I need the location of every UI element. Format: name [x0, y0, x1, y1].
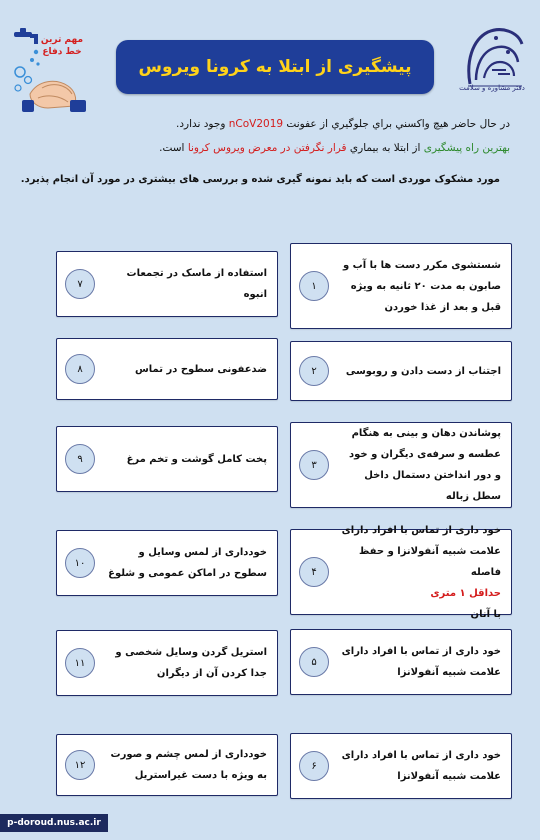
item-number: ١٠: [65, 548, 95, 578]
prevention-item-8: [56, 338, 278, 400]
org-caption: دفتر مشاوره و سلامت: [459, 84, 525, 92]
item-text: ضدعفونی سطوح در تماس: [134, 363, 267, 375]
prevention-item-6: [290, 733, 512, 799]
item-text: خودداری از لمس وسایل و سطوح در اماکن عمومی و شلوغ: [108, 547, 267, 579]
intro-text: از ابتلا به بیماري: [346, 142, 424, 154]
prevention-item-7: [56, 251, 278, 317]
item-number: ٨: [65, 354, 95, 384]
item-number: ۶: [299, 751, 329, 781]
intro-text: در حال حاضر هيچ واكسني براي جلوگيري از عفونت: [283, 118, 510, 130]
virus-name: nCoV2019: [228, 118, 284, 130]
prevention-item-1: [290, 243, 512, 329]
prevention-item-4: [290, 524, 512, 620]
item-text: خود داری از تماس با افراد دارای علامت شبیه آنفولانزا: [341, 646, 501, 678]
item-text: استریل گردن وسایل شخصی و جدا کردن آن از دیگران: [115, 647, 267, 679]
item-number: ۵: [299, 647, 329, 677]
item-text: خود داری از تماس با افراد دارای علامت شبیه آنفولانزا و حفظ فاصله: [341, 524, 501, 578]
item-number: ١١: [65, 648, 95, 678]
intro-line-2: [30, 142, 510, 154]
footer-url[interactable]: p-doroud.nus.ac.ir: [0, 814, 108, 832]
prevention-item-9: [56, 426, 278, 492]
item-text: با آنان: [470, 608, 501, 620]
item-text: پوشاندن دهان و بینی به هنگام عطسه و سرفه‌ی دیگران و خود و دور انداختن دستمال داخل سطل زباله: [349, 428, 501, 502]
prevention-item-3: [290, 422, 512, 508]
intro-highlight-red: قرار نگرفتن در معرض ویروس کرونا: [187, 142, 347, 154]
intro-line-1: [30, 118, 510, 130]
prevention-item-5: [290, 629, 512, 695]
prevention-item-10: [56, 530, 278, 596]
item-number: ٩: [65, 444, 95, 474]
item-text: پخت کامل گوشت و تخم مرغ: [126, 453, 267, 465]
item-highlight: حداقل ۱ متری: [430, 587, 501, 599]
item-number: ٢: [299, 356, 329, 386]
page-title: پیشگیری از ابتلا به کرونا ویروس: [138, 57, 412, 77]
hand-caption-line2: خط دفاع: [42, 47, 82, 57]
item-text: خود داری از تماس با افراد دارای علامت شبیه آنفولانزا: [341, 750, 501, 782]
item-number: ۴: [299, 557, 329, 587]
item-number: ٣: [299, 450, 329, 480]
prevention-item-11: [56, 630, 278, 696]
prevention-item-12: [56, 734, 278, 796]
item-text: خودداری از لمس چشم و صورت به ویژه با دست غیراستریل: [110, 749, 267, 781]
prevention-item-2: [290, 341, 512, 401]
hand-caption: [36, 34, 88, 58]
item-number: ١٢: [65, 750, 95, 780]
intro-text: است.: [159, 142, 188, 154]
intro-line-3: مورد مشکوک موردی است که باید نمونه گیری شده و بررسی های بیشتری در مورد آن انجام پذیرد.: [20, 174, 500, 185]
item-text: استفاده از ماسک در تجمعات انبوه: [126, 268, 267, 300]
intro-text: وجود ندارد.: [175, 118, 229, 130]
intro-highlight-green: بهترین راه پیشگیری: [423, 142, 510, 154]
item-text: اجتناب از دست دادن و روبوسی: [345, 365, 501, 377]
item-text: شستشوی مکرر دست ها با آب و صابون به مدت ۲۰ ثانیه به ویژه قبل و بعد از غذا خوردن: [342, 259, 501, 313]
item-number: ١: [299, 271, 329, 301]
hand-caption-line1: مهم ترین: [40, 35, 84, 45]
title-banner: [116, 40, 434, 94]
item-number: ٧: [65, 269, 95, 299]
